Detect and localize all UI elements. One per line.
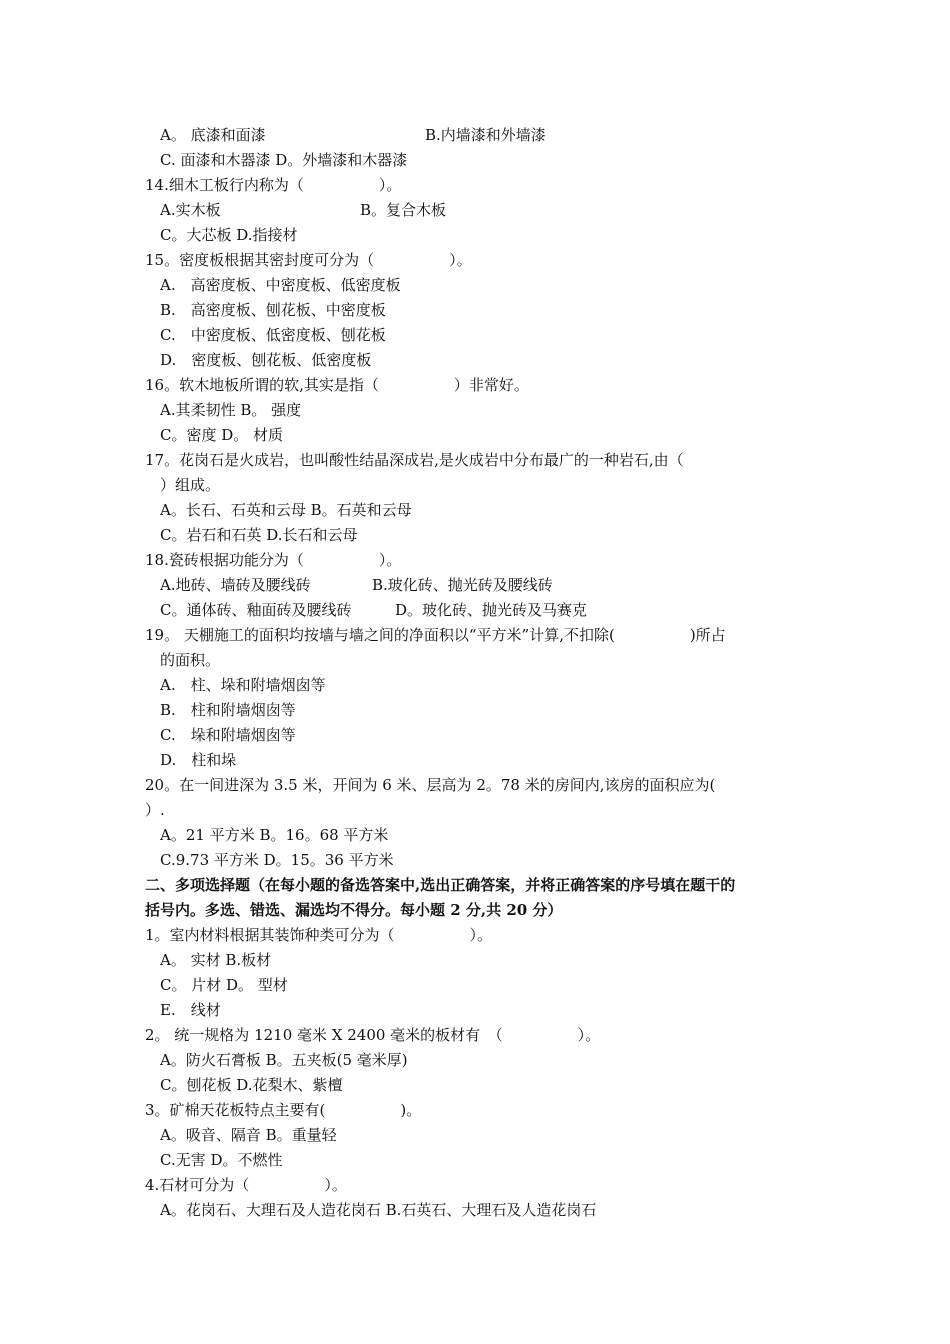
line-text: 17。花岗石是火成岩，也叫酸性结晶深成岩,是火成岩中分布最广的一种岩石,由（ xyxy=(145,451,684,469)
option-line xyxy=(0,598,950,623)
option-line xyxy=(0,198,950,223)
line-text: C.9.73 平方米 D。15。36 平方米 xyxy=(160,851,394,869)
question-line xyxy=(0,1173,950,1198)
line-text: A。 底漆和面漆 xyxy=(160,126,266,144)
line-text: 4.石材可分为（ ）。 xyxy=(145,1176,347,1194)
question-line xyxy=(0,548,950,573)
line-text: D. 柱和垛 xyxy=(160,751,237,769)
line-text: C。密度 D。 材质 xyxy=(160,426,284,444)
option-line xyxy=(0,723,950,748)
question-line xyxy=(0,923,950,948)
option-line xyxy=(0,823,950,848)
line-text: 二、多项选择题（在每小题的备选答案中,选出正确答案，并将正确答案的序号填在题干的 xyxy=(145,876,736,894)
option-line xyxy=(0,973,950,998)
line-text: A。 实材 B.板材 xyxy=(160,951,272,969)
line-text: A.实木板 xyxy=(160,201,221,219)
line-text: ）. xyxy=(145,801,165,819)
line-text: C。刨花板 D.花梨木、紫檀 xyxy=(160,1076,343,1094)
line-text: 1。室内材料根据其装饰种类可分为（ ）。 xyxy=(145,926,493,944)
line-text: C. 垛和附墙烟囱等 xyxy=(160,726,296,744)
line-text: A。21 平方米 B。16。68 平方米 xyxy=(160,826,389,844)
line-text: A。防火石膏板 B。五夹板(5 毫米厚) xyxy=(160,1051,408,1069)
line-text: C。 片材 D。 型材 xyxy=(160,976,288,994)
line-text: 18.瓷砖根据功能分为（ ）。 xyxy=(145,551,402,569)
line-text: A. 高密度板、中密度板、低密度板 xyxy=(160,276,401,294)
question-line xyxy=(0,448,950,473)
option-line xyxy=(0,348,950,373)
question-line xyxy=(0,173,950,198)
question-line xyxy=(0,798,950,823)
line-text: C。大芯板 D.指接材 xyxy=(160,226,298,244)
option-line xyxy=(0,223,950,248)
option-line xyxy=(0,423,950,448)
line-text: 14.细木工板行内称为（ ）。 xyxy=(145,176,402,194)
option-line xyxy=(0,673,950,698)
line-text: ）组成。 xyxy=(160,476,221,494)
option-line xyxy=(0,1048,950,1073)
option-text-right: B.玻化砖、抛光砖及腰线砖 xyxy=(372,576,553,594)
option-line xyxy=(0,698,950,723)
line-text: E. 线材 xyxy=(160,1001,221,1019)
line-text: B. 高密度板、刨花板、中密度板 xyxy=(160,301,386,319)
line-text: 16。软木地板所谓的软,其实是指（ ）非常好。 xyxy=(145,376,529,394)
line-text: A. 柱、垛和附墙烟囱等 xyxy=(160,676,326,694)
line-text: D. 密度板、刨花板、低密度板 xyxy=(160,351,372,369)
section-heading xyxy=(0,898,950,923)
line-text: C。岩石和石英 D.长石和云母 xyxy=(160,526,358,544)
line-text: C. 面漆和木器漆 D。外墙漆和木器漆 xyxy=(160,151,408,169)
question-line xyxy=(0,623,950,648)
line-text: B. 柱和附墙烟囱等 xyxy=(160,701,296,719)
option-line xyxy=(0,948,950,973)
question-line xyxy=(0,373,950,398)
line-text: 括号内。多选、错选、漏选均不得分。每小题 2 分,共 20 分） xyxy=(145,901,563,919)
question-line xyxy=(0,1023,950,1048)
line-text: A.地砖、墙砖及腰线砖 xyxy=(160,576,311,594)
question-line xyxy=(0,1098,950,1123)
line-text: C. 中密度板、低密度板、刨花板 xyxy=(160,326,386,344)
option-line xyxy=(0,298,950,323)
line-text: 3。矿棉天花板特点主要有( )。 xyxy=(145,1101,422,1119)
line-text: A.其柔韧性 B。 强度 xyxy=(160,401,302,419)
line-text: 19。 天棚施工的面积均按墙与墙之间的净面积以“平方米”计算,不扣除( )所占 xyxy=(145,626,726,644)
line-text: A。长石、石英和云母 B。石英和云母 xyxy=(160,501,412,519)
option-line xyxy=(0,498,950,523)
line-text: 15。密度板根据其密封度可分为（ ）。 xyxy=(145,251,472,269)
option-line xyxy=(0,1123,950,1148)
option-line xyxy=(0,398,950,423)
line-text: C.无害 D。不燃性 xyxy=(160,1151,283,1169)
question-line xyxy=(0,248,950,273)
option-line xyxy=(0,1198,950,1223)
option-line xyxy=(0,1073,950,1098)
option-line xyxy=(0,998,950,1023)
option-line xyxy=(0,523,950,548)
option-text-right: B。复合木板 xyxy=(360,201,447,219)
option-line xyxy=(0,848,950,873)
section-heading xyxy=(0,873,950,898)
option-line xyxy=(0,473,950,498)
line-text: A。吸音、隔音 B。重量轻 xyxy=(160,1126,337,1144)
exam-content xyxy=(0,123,950,1223)
line-text: A。花岗石、大理石及人造花岗石 B.石英石、大理石及人造花岗石 xyxy=(160,1201,597,1219)
option-line xyxy=(0,748,950,773)
question-line xyxy=(0,773,950,798)
option-line xyxy=(0,323,950,348)
line-text: 的面积。 xyxy=(160,651,221,669)
option-line xyxy=(0,1148,950,1173)
option-line xyxy=(0,123,950,148)
line-text: 2。 统一规格为 1210 毫米 X 2400 毫米的板材有 （ ）。 xyxy=(145,1026,601,1044)
option-line xyxy=(0,148,950,173)
option-line xyxy=(0,273,950,298)
option-line xyxy=(0,573,950,598)
option-text-right: D。玻化砖、抛光砖及马赛克 xyxy=(395,601,588,619)
line-text: 20。在一间进深为 3.5 米，开间为 6 米、层高为 2。78 米的房间内,该房的面积应为( xyxy=(145,776,716,794)
option-line xyxy=(0,648,950,673)
option-text-right: B.内墙漆和外墙漆 xyxy=(425,126,546,144)
line-text: C。通体砖、釉面砖及腰线砖 xyxy=(160,601,352,619)
